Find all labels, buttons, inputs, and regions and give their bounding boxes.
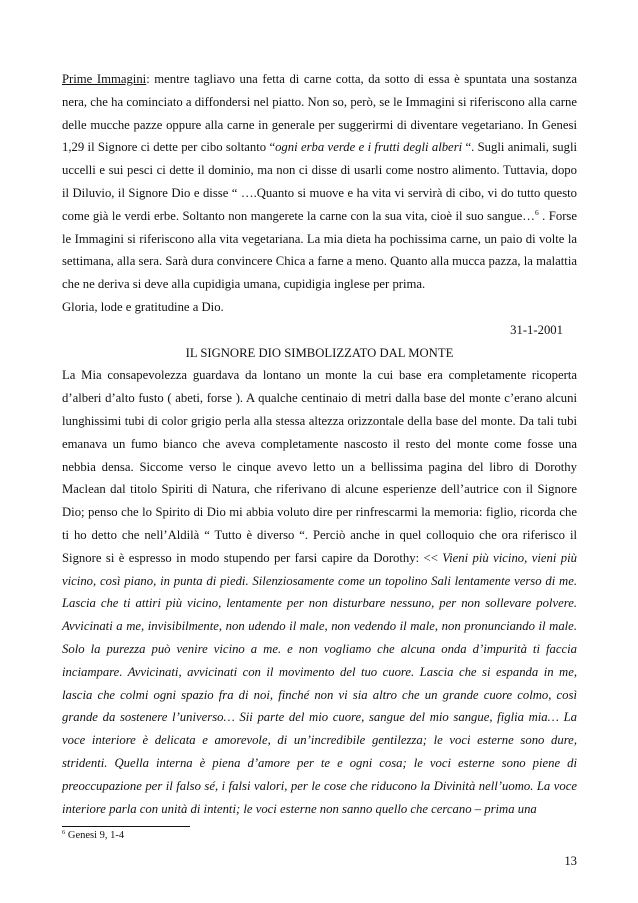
quote-italic: ogni erba verde e i frutti degli alberi (275, 140, 463, 155)
paragraph-text: : mentre tagliavo una fetta di carne cotta, da sotto di essa è spuntata una sostanza nera, che ha cominciato a diffondersi nel piatto. Non so, però, se le Immagini si riferiscono alla carne delle mucche pazze oppure alla carne in generale per suggerirmi di diventare vegetariano. In Genesi 1,29 il Signore ci dette per cibo soltanto “ (62, 72, 577, 155)
page-body (62, 68, 577, 820)
footnote-text: Genesi 9, 1-4 (65, 830, 125, 841)
section-heading: IL SIGNORE DIO SIMBOLIZZATO DAL MONTE (185, 345, 454, 360)
paragraph-text: . Forse le Immagini si riferiscono alla vita vegetariana. La mia dieta ha pochissima carne, un paio di volte la settimana, alla sera. Sarà dura convincere Chica a farne a meno. Quanto alla mucca pazza, la malattia che ne deriva si deve alla cupidigia umana, cupidigia inglese per prima. (62, 208, 577, 292)
paragraph-text: “. Sugli animali, sugli uccelli e sui pesci ci dette il dominio, ma non ci disse di usarli come nostro alimento. Tuttavia, dopo il Diluvio, il Signore Dio e disse “ ….Quanto si muove e ha vita vi servirà di cibo, vi do tutto questo come già le verdi erbe. Soltanto non mangerete la carne con la sua vita, cioè il suo sangue… (62, 140, 577, 223)
footnote-separator (62, 826, 190, 827)
paragraph-closing: Gloria, lode e gratitudine a Dio. (62, 299, 224, 314)
paragraph-monte (62, 364, 577, 820)
footnote-reference[interactable]: 6 (534, 207, 539, 217)
footnote (62, 829, 124, 843)
entry-date: 31-1-2001 (510, 322, 563, 337)
footnote-number: 6 (62, 829, 66, 836)
page-number: 13 (564, 854, 577, 868)
quote-italic: Vieni più vicino, vieni più vicino, così piano, in punta di piedi. Silenziosamente come un topolino Sali lentamente verso di me. Lascia che ti attiri più vicino, lentamente per non disturbare nessuno, per non sollevare polvere. Avvicinati a me, invisibilmente, non udendo il male, non vedendo il male, non pronunciando il male. Solo la purezza può venire vicino a me. e non vogliamo che alcuna onda d’impurità ti faccia inciampare. Avvicinati, avvicinati con il movimento del tuo cuore. Lascia che si espanda in me, lascia che colmi ogni spazio fra di noi, finché non vi sia altro che un grande cuore colmo, così grande da sostenere l’universo… Sii parte del mio cuore, sangue del mio sangue, figlia mia… La voce interiore è delicata e amorevole, di un’incredibile gentilezza; le voci esterne sono dure, stridenti. Quella interna è piena d’amore per te e ogni cosa; le voci esterne sono piene di preoccupazione per il falso sé, i falsi valori, per le cose che riducono la Divinità nell’uomo. La voce interiore parla con unità di intenti; le voci esterne non sanno quello che cercano – prima una (62, 550, 577, 816)
paragraph-prime-immagini (62, 68, 577, 296)
paragraph-text: La Mia consapevolezza guardava da lontano un monte la cui base era completamente ricoperta d’alberi d’alto fusto ( abeti, forse ). A qualche centinaio di metri dalla base del monte c’erano alcuni lunghissimi tubi di color grigio perla alla stessa altezza orizzontale della base del monte. Da tali tubi emanava un fumo bianco che aveva completamente nascosto il resto del monte come fosse una nebbia densa. Siccome verso le cinque avevo letto un a bellissima pagina del libro di Dorothy Maclean dal titolo Spiriti di Natura, che riferivano di alcune esperienze dell’autrice con il Signore Dio; penso che lo Spirito di Dio mi abbia voluto dire per rinfrescarmi la memoria: figlio, ricorda che ti ho detto che nell’Aldilà “ Tutto è diverso “. Perciò anche in quel colloquio che ora riferisco il Signore si è espresso in modo stupendo per farsi capire da Dorothy: << (62, 368, 577, 565)
paragraph-label: Prime Immagini (62, 72, 147, 86)
